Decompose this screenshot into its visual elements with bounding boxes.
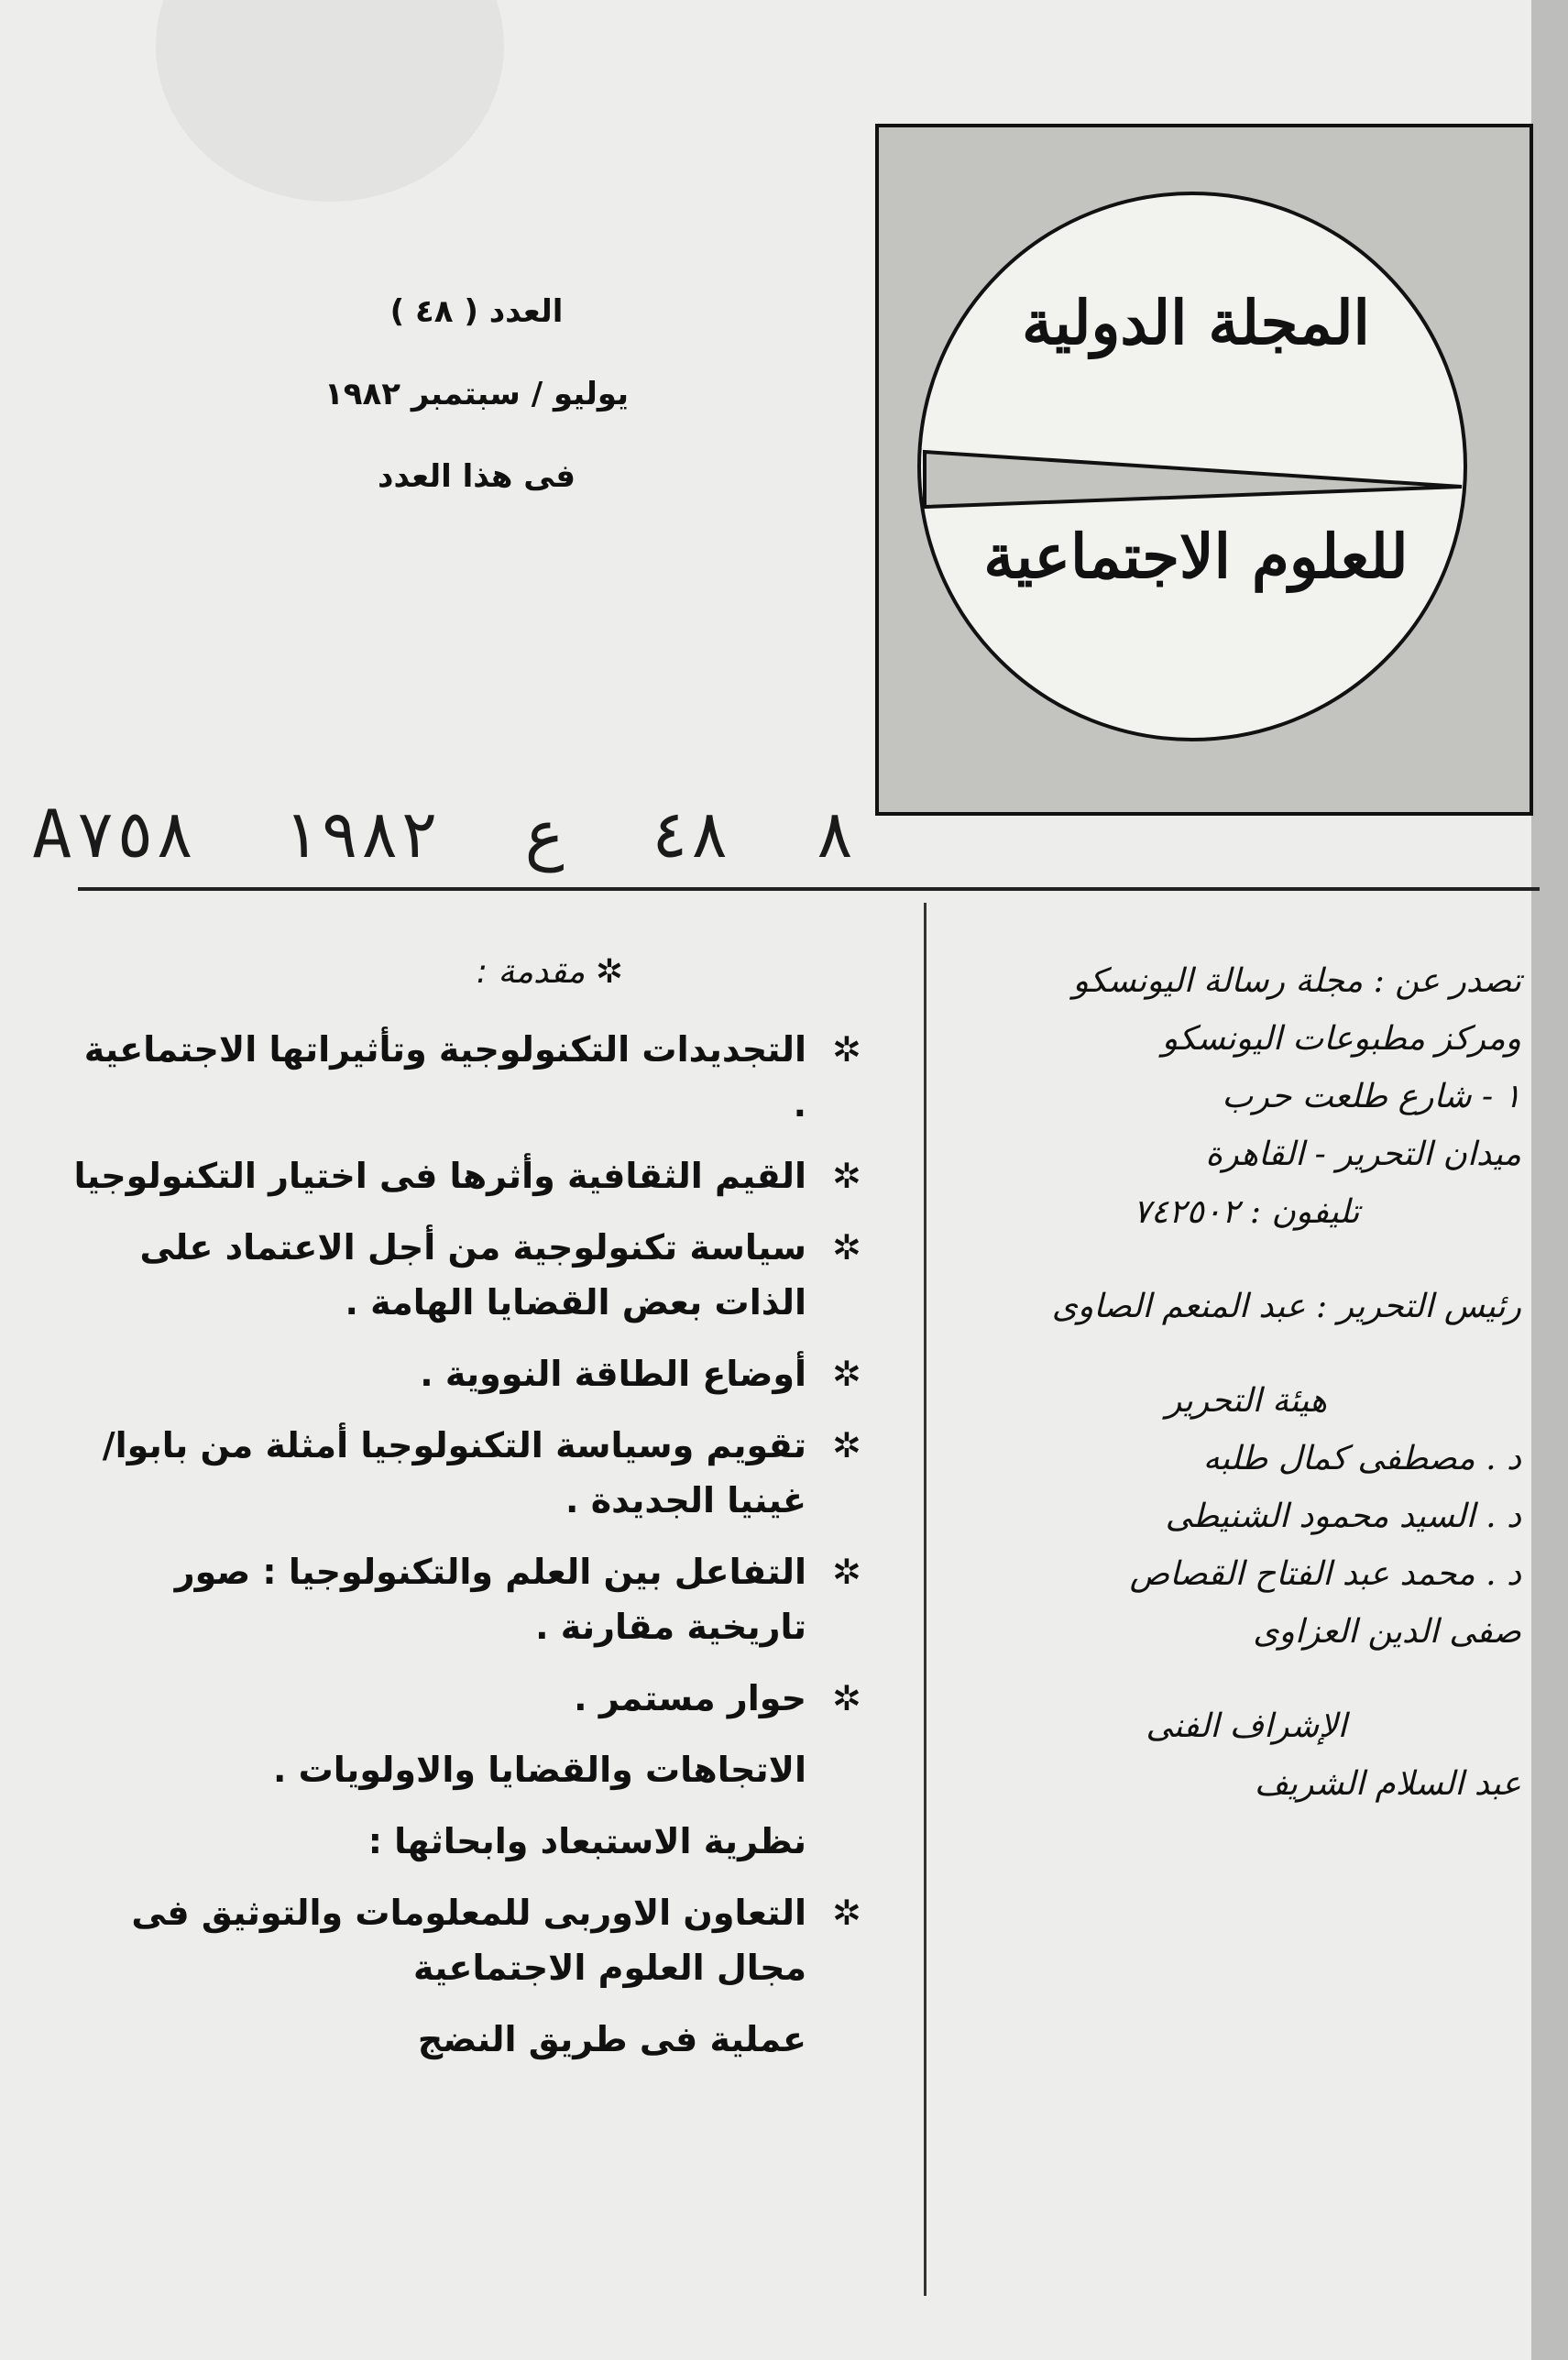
address-line: ميدان التحرير - القاهرة xyxy=(1205,1136,1521,1173)
art-supervisor: عبد السلام الشريف xyxy=(1254,1765,1521,1803)
editor-in-chief: رئيس التحرير : عبد المنعم الصاوى xyxy=(1051,1288,1521,1325)
journal-logo xyxy=(875,124,1533,816)
toc-item: ✲ التعاون الاوربى للمعلومات والتوثيق فى مجال العلوم الاجتماعية xyxy=(64,1885,861,1995)
toc-item: ✲ حوار مستمر . xyxy=(64,1671,861,1726)
asterisk-icon: ✲ xyxy=(832,1552,861,1592)
in-this-issue-heading: فى هذا العدد xyxy=(378,458,576,495)
handwritten-catalog-code: A٨ ٤٨ ع ١٩٨٢ ٧٥٨ xyxy=(32,796,855,873)
publisher-line: تصدر عن : مجلة رسالة اليونسكو xyxy=(1072,962,1521,1000)
toc-item: ✲ تقويم وسياسة التكنولوجيا أمثلة من بابوا/ غينيا الجديدة . xyxy=(64,1418,861,1528)
board-member: د . محمد عبد الفتاح القصاص xyxy=(1129,1555,1521,1593)
board-member: د . السيد محمود الشنيطى xyxy=(1165,1498,1521,1535)
issue-info xyxy=(275,293,678,541)
address-line: ١ - شارع طلعت حرب xyxy=(1222,1078,1521,1115)
logo-title-line2: للعلوم الاجتماعية xyxy=(983,521,1409,592)
toc-item: ✲ التفاعل بين العلم والتكنولوجيا : صور تاريخية مقارنة . xyxy=(64,1544,861,1654)
asterisk-icon: ✲ xyxy=(832,1425,861,1465)
toc-item: الاتجاهات والقضايا والاولويات . xyxy=(272,1750,806,1790)
table-of-contents xyxy=(64,953,861,2083)
asterisk-icon: ✲ xyxy=(832,1678,861,1718)
masthead xyxy=(971,962,1521,1823)
art-supervision-title: الإشراف الفنى xyxy=(1146,1707,1347,1745)
issue-date: يوليو / سبتمبر ١٩٨٢ xyxy=(323,376,629,412)
page-edge xyxy=(1531,0,1568,2360)
logo-wedge-graphic xyxy=(921,195,1471,745)
horizontal-divider xyxy=(78,887,1540,891)
paper-stain xyxy=(156,0,504,202)
logo-title-line1: المجلة الدولية xyxy=(1022,287,1370,358)
toc-item: ✲ القيم الثقافية وأثرها فى اختيار التكنولوجيا xyxy=(64,1148,861,1203)
asterisk-icon: ✲ xyxy=(832,1227,861,1268)
toc-item: نظرية الاستبعاد وابحاثها : xyxy=(367,1821,806,1861)
asterisk-icon: ✲ xyxy=(832,1354,861,1394)
asterisk-icon: ✲ xyxy=(832,1893,861,1933)
publisher-line: ومركز مطبوعات اليونسكو xyxy=(1161,1020,1521,1058)
vertical-divider xyxy=(924,903,927,2296)
asterisk-icon: ✲ xyxy=(832,1156,861,1196)
toc-intro: ✲ مقدمة : xyxy=(476,953,623,991)
asterisk-icon: ✲ xyxy=(832,1029,861,1070)
issue-number: العدد ( ٤٨ ) xyxy=(389,293,564,330)
logo-circle xyxy=(917,192,1467,741)
board-member: د . مصطفى كمال طلبه xyxy=(1202,1440,1521,1477)
toc-item: عملية فى طريق النضج xyxy=(417,2019,806,2059)
toc-item: ✲ سياسة تكنولوجية من أجل الاعتماد على الذات بعض القضايا الهامة . xyxy=(64,1220,861,1330)
board-member: صفى الدين العزاوى xyxy=(1253,1613,1521,1651)
toc-item: ✲ التجديدات التكنولوجية وتأثيراتها الاجتماعية . xyxy=(64,1022,861,1132)
phone: تليفون : ٧٤٢٥٠٢ xyxy=(1133,1193,1360,1231)
toc-item: ✲ أوضاع الطاقة النووية . xyxy=(64,1346,861,1401)
editorial-board-title: هيئة التحرير xyxy=(1165,1382,1328,1420)
